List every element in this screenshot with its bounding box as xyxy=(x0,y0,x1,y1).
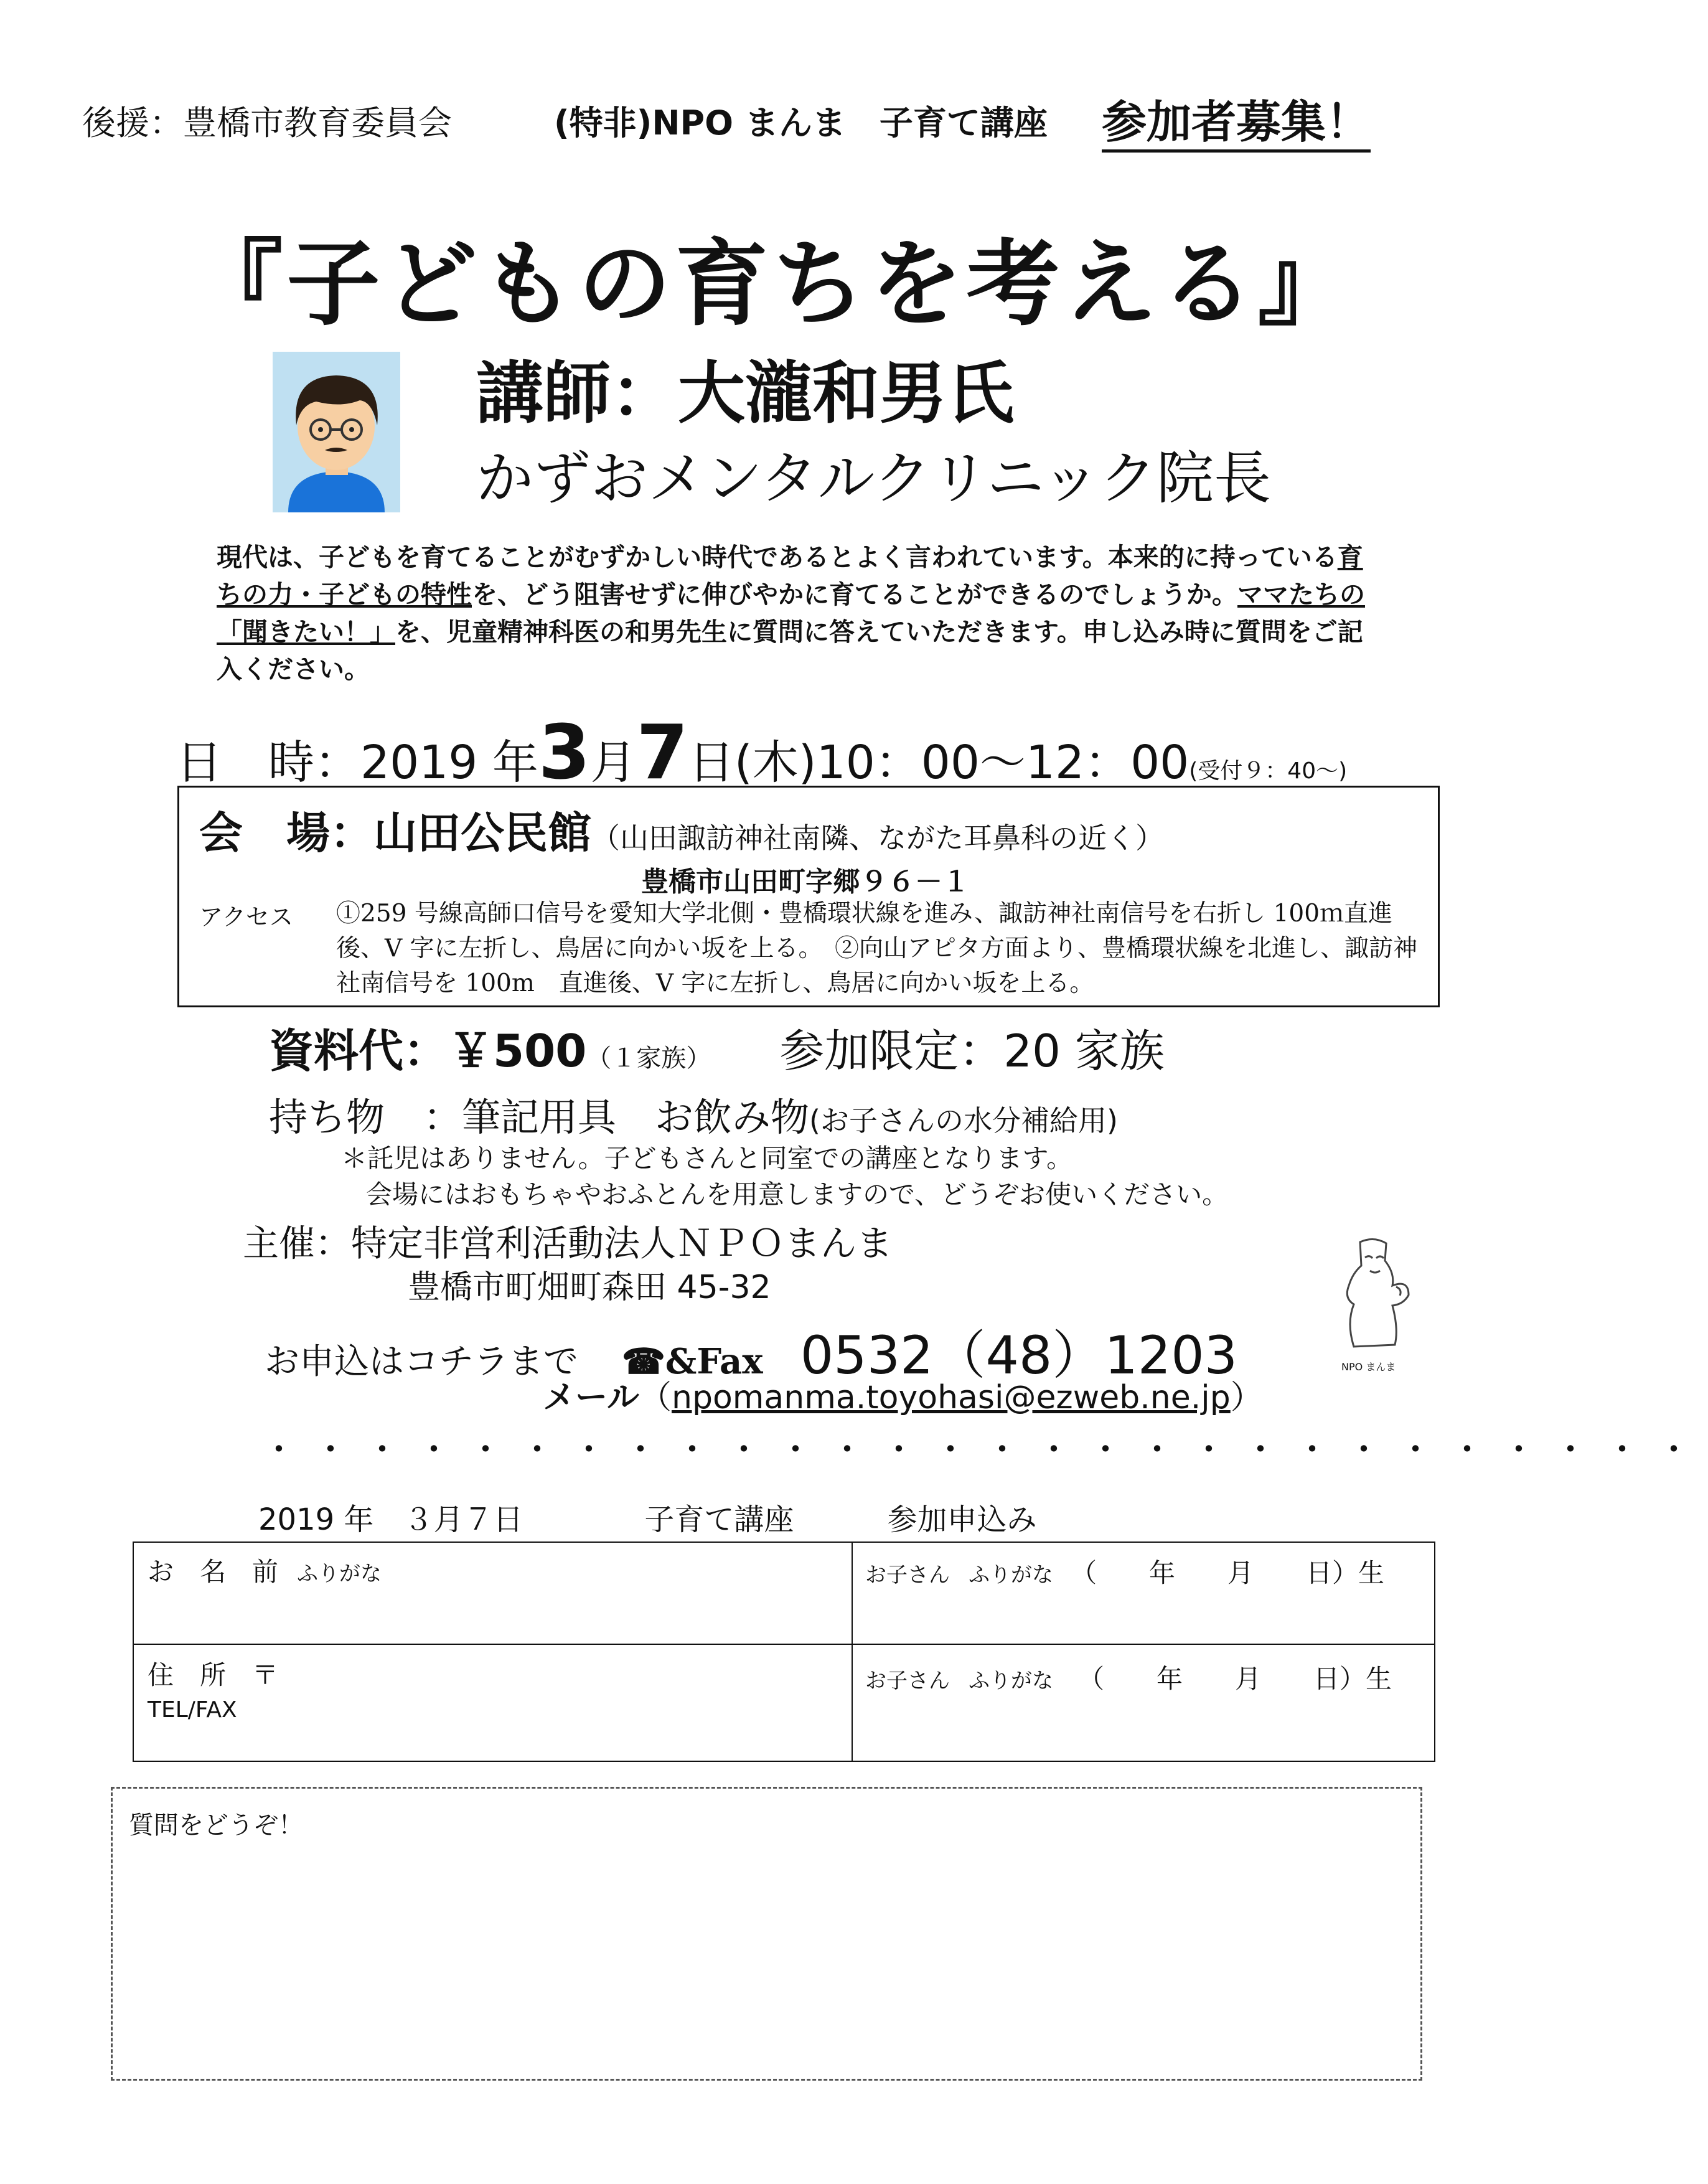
telfax-label: ☎&Fax xyxy=(622,1341,763,1382)
name-furigana: ふりがな xyxy=(297,1561,382,1586)
address-cell[interactable] xyxy=(148,1655,278,1723)
npo-manma-logo xyxy=(1335,1236,1422,1376)
organizer-name: 主催：特定非営利活動法人ＮＰＯまんま xyxy=(243,1222,893,1264)
venue-note: （山田諏訪神社南隣、ながた耳鼻科の近く） xyxy=(591,821,1164,855)
application-form-table xyxy=(133,1542,1435,1762)
logo-caption: NPO まんま xyxy=(1341,1361,1396,1373)
form-date: 2019 年 ３月７日 xyxy=(258,1502,523,1537)
recruit-heading xyxy=(1102,86,1371,151)
mail-label: メール xyxy=(543,1379,639,1416)
form-course: 子育て講座 xyxy=(644,1502,794,1537)
intro-part-2: を、どう阻害せずに伸びやかに育てることができるのでしょうか。 xyxy=(472,580,1237,610)
intro-underline-2: ママたちの「聞きたい！」 xyxy=(217,580,1365,647)
question-label: 質問をどうぞ！ xyxy=(129,1811,303,1840)
main-title: 『子どもの育ちを考える』 xyxy=(189,230,1355,339)
datetime-label: 日 時：2019 年 xyxy=(176,736,538,789)
form-apply: 参加申込み xyxy=(887,1502,1037,1537)
child-label-1: お子さん xyxy=(865,1563,950,1588)
form-heading xyxy=(258,1495,1036,1538)
org-course-text: (特非)NPO まんま 子育て講座 xyxy=(554,103,1048,143)
datetime-weekday: (木) xyxy=(734,736,817,789)
child-label-2: お子さん xyxy=(865,1669,950,1693)
telfax-field-label: TEL/FAX xyxy=(148,1697,237,1723)
venue-label: 会 場：山田公民館 xyxy=(199,807,591,859)
child-birth-1: （ 年 月 日）生 xyxy=(1071,1558,1385,1588)
belongings-detail: (お子さんの水分補給用) xyxy=(809,1104,1118,1137)
fee-line xyxy=(269,1015,1165,1080)
support-text: 後援：豊橋市教育委員会 xyxy=(82,103,452,143)
child-cell-1[interactable] xyxy=(865,1553,1384,1590)
child-furigana-2: ふりがな xyxy=(969,1669,1053,1693)
lecturer-clinic: かずおメンタルクリニック院長 xyxy=(476,445,1271,512)
name-label: お 名 前 xyxy=(148,1556,279,1587)
event-datetime xyxy=(176,710,1348,796)
fee-unit: （１家族） xyxy=(586,1044,711,1073)
datetime-month-unit: 月 xyxy=(590,736,637,789)
intro-paragraph xyxy=(217,539,1387,688)
notes xyxy=(341,1141,1228,1213)
note-toys: 会場にはおもちゃやおふとんを用意しますので、どうぞお使いください。 xyxy=(366,1179,1229,1210)
mail-line xyxy=(543,1371,1263,1418)
fee-label: 資料代：￥500 xyxy=(269,1025,587,1077)
datetime-day-unit: 日 xyxy=(688,736,734,789)
dotted-separator: ・・・・・・・・・・・・・・・・・・・・・・・・・・・・ xyxy=(261,1430,1708,1471)
lecturer-portrait-icon xyxy=(273,352,400,512)
participant-limit: 参加限定：20 家族 xyxy=(779,1025,1165,1077)
datetime-month: 3 xyxy=(538,710,591,796)
recruit-text: 参加者募集！ xyxy=(1102,96,1371,153)
lecturer-avatar xyxy=(273,352,400,512)
access-directions: ①259 号線高師口信号を愛知大学北側・豊橋環状線を進み、諏訪神社南信号を右折し 100ｍ直進後、V 字に左折し、鳥居に向かい坂を上る。 ②向山アピタ方面より、豊橋環状線を北進し、諏訪神社南信号を 100m 直進後、V 字に左折し、鳥居に向かい坂を上る。 xyxy=(336,900,1418,997)
email-link[interactable]: npomanma.toyohasi@ezweb.ne.jp xyxy=(671,1379,1231,1416)
belongings-label: 持ち物 ：筆記用具 お飲み物 xyxy=(269,1094,810,1140)
note-childcare: ＊託児はありません。子どもさんと同室での講座となります。 xyxy=(341,1143,1073,1174)
mail-close: ） xyxy=(1230,1379,1263,1416)
child-birth-2: （ 年 月 日）生 xyxy=(1078,1664,1392,1694)
question-box[interactable] xyxy=(111,1787,1422,2081)
address-label: 住 所 〒 xyxy=(148,1660,279,1690)
intro-part-1: 現代は、子どもを育てることがむずかしい時代であるとよく言われています。本来的に持っている xyxy=(217,542,1338,572)
mascot-figure-icon xyxy=(1335,1236,1422,1360)
intro-underline-1: 育ちの力・子どもの特性 xyxy=(217,542,1363,610)
belongings-line xyxy=(269,1086,1118,1142)
access-label: アクセス xyxy=(199,903,293,931)
mail-open: （ xyxy=(639,1379,672,1416)
datetime-time: 10：00〜12：00 xyxy=(816,736,1190,789)
table-divider-vertical xyxy=(852,1543,853,1761)
phone-number: 0532（48）1203 xyxy=(800,1325,1238,1386)
table-divider-horizontal xyxy=(134,1644,1434,1645)
lecturer-name: 講師：大瀧和男氏 xyxy=(476,355,1015,433)
child-furigana-1: ふりがな xyxy=(969,1563,1053,1588)
organizer-address: 豊橋市町畑町森田 45-32 xyxy=(408,1269,771,1306)
name-cell[interactable] xyxy=(148,1551,382,1589)
intro-part-3: を、児童精神科医の和男先生に質問に答えていただきます。申し込み時に質問をご記入ください。 xyxy=(217,617,1363,684)
child-cell-2[interactable] xyxy=(865,1659,1392,1696)
datetime-reception: (受付９：40〜) xyxy=(1189,758,1348,784)
venue-heading xyxy=(199,798,1164,861)
datetime-day: 7 xyxy=(636,710,688,796)
venue-address: 豊橋市山田町字郷９６－１ xyxy=(641,866,970,898)
apply-label: お申込はコチラまで xyxy=(265,1342,578,1382)
